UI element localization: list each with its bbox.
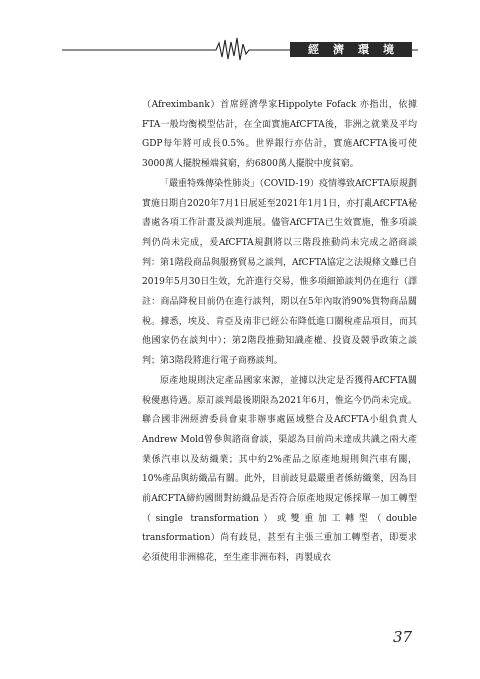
section-title: 經濟環境 (290, 42, 412, 57)
paragraph-rules-of-origin: 原產地規則決定產品國家來源，並據以決定是否獲得AfCFTA關稅優惠待遇。原訂談判最後期限為2021年6月，惟迄今仍尚未完成。聯合國非洲經濟委員會東非辦事處區域整合及AfCFTA小組負責人Andrew Mold曾參與諮商會談，渠認為目前尚未達成共識之兩大產業係汽車以及紡織業；其中約2%產品之原產地規則與汽車有關，10%產品與紡織品有關。此外，目前歧見最嚴重者係紡織業，因為目前AfCFTA締約國間對紡織品是否符合原產地規定係採單一加工轉型（single transformation）或雙重加工轉型（double transformation）尚有歧見，甚至有主張三重加工轉型者，即要求必須使用非洲棉花，至生產非洲布料，再製成衣 (142, 375, 417, 564)
article-body (142, 96, 417, 569)
page-number: 37 (393, 628, 413, 646)
paragraph-covid-timeline: 「嚴重特殊傳染性肺炎」（COVID-19）疫情導致AfCFTA原規劃實施日期自2020年7月1日展延至2021年1月1日，亦打亂AfCFTA秘書處各項工作計畫及談判進展。儘管AfCFTA已生效實施，惟多項談判仍尚未完成，爰AfCFTA規劃將以三階段推動尚未完成之諮商談判：第1階段商品與服務貿易之談判，AfCFTA協定之法規條文雖已自2019年5月30日生效，允許進行交易，惟多項細節談判仍在進行（譯註：商品降稅目前仍在進行談判，期以在5年內取消90%貨物商品關稅。據悉，埃及、肯亞及南非已經公布降低進口關稅產品項目，而其他國家仍在談判中）；第2階段推動知識產權、投資及競爭政策之談判；第3階段將進行電子商務談判。 (142, 178, 417, 367)
page-header (0, 34, 480, 64)
paragraph-continued: （Afreximbank）首席經濟學家Hippolyte Fofack 亦指出，依據FTA一般均衡模型估計，在全面實施AfCFTA後，非洲之就業及平均GDP每年將可成長0.5%。世界銀行亦估計，實施AfCFTA後可使3000萬人擺脫極端貧窮，約6800萬人擺脫中度貧窮。 (142, 100, 417, 170)
